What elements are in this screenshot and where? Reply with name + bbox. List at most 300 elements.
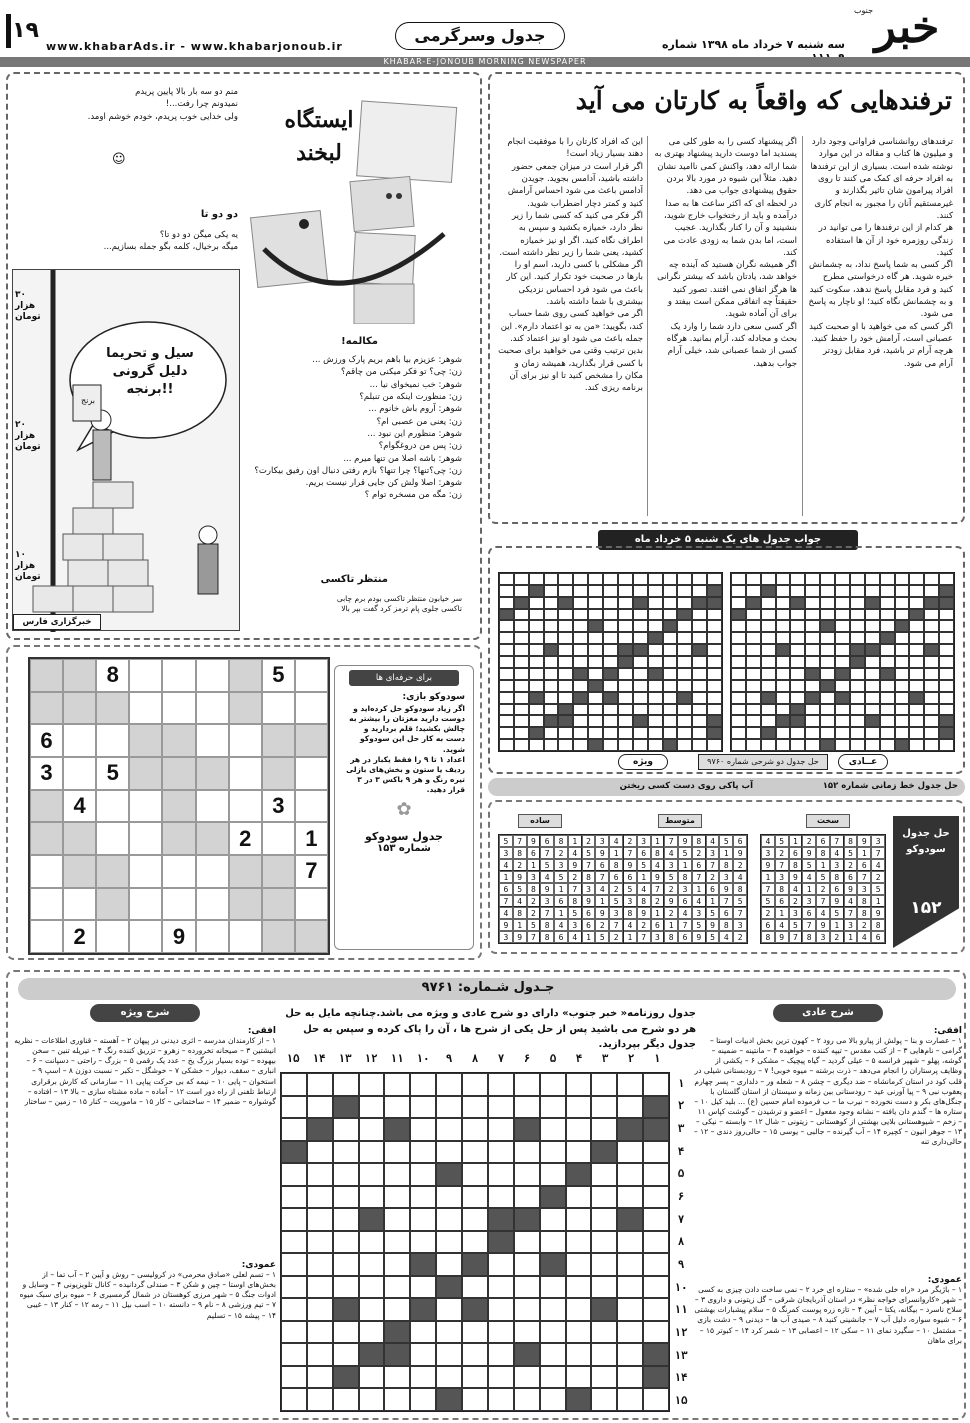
crossword-cell[interactable] — [281, 1321, 307, 1344]
sudoku-empty-cell[interactable] — [129, 724, 162, 757]
answer-cell[interactable] — [790, 680, 805, 692]
answer-cell[interactable] — [820, 632, 835, 644]
answer-cell[interactable] — [648, 597, 663, 609]
answer-cell[interactable] — [514, 609, 529, 621]
crossword-cell[interactable] — [436, 1118, 462, 1141]
answer-cell[interactable] — [939, 573, 954, 585]
sudoku-empty-cell[interactable] — [262, 855, 295, 888]
answer-cell[interactable] — [820, 692, 835, 704]
answer-cell[interactable] — [776, 704, 791, 716]
crossword-cell[interactable] — [462, 1073, 488, 1096]
answer-cell[interactable] — [633, 692, 648, 704]
crossword-cell[interactable] — [307, 1388, 333, 1411]
answer-cell[interactable] — [663, 656, 678, 668]
answer-cell[interactable] — [850, 585, 865, 597]
sudoku-empty-cell[interactable] — [96, 790, 129, 823]
answer-cell[interactable] — [633, 668, 648, 680]
answer-cell[interactable] — [603, 597, 618, 609]
sudoku-empty-cell[interactable] — [63, 822, 96, 855]
answer-cell[interactable] — [924, 727, 939, 739]
crossword-cell[interactable] — [488, 1298, 514, 1321]
crossword-cell[interactable] — [514, 1321, 540, 1344]
crossword-cell[interactable] — [281, 1366, 307, 1389]
crossword-cell[interactable] — [462, 1096, 488, 1119]
answer-cell[interactable] — [677, 620, 692, 632]
answer-cell[interactable] — [865, 656, 880, 668]
answer-cell[interactable] — [529, 620, 544, 632]
answer-cell[interactable] — [558, 680, 573, 692]
answer-cell[interactable] — [850, 620, 865, 632]
answer-cell[interactable] — [499, 680, 514, 692]
answer-cell[interactable] — [746, 727, 761, 739]
sudoku-empty-cell[interactable] — [295, 724, 328, 757]
answer-cell[interactable] — [529, 680, 544, 692]
crossword-cell[interactable] — [410, 1231, 436, 1254]
answer-cell[interactable] — [909, 573, 924, 585]
answer-cell[interactable] — [603, 727, 618, 739]
sudoku-empty-cell[interactable] — [30, 692, 63, 725]
answer-cell[interactable] — [820, 585, 835, 597]
sudoku-empty-cell[interactable] — [229, 724, 262, 757]
crossword-cell[interactable] — [566, 1321, 592, 1344]
answer-cell[interactable] — [588, 704, 603, 716]
answer-cell[interactable] — [514, 715, 529, 727]
crossword-cell[interactable] — [307, 1163, 333, 1186]
crossword-cell[interactable] — [540, 1343, 566, 1366]
crossword-cell[interactable] — [436, 1231, 462, 1254]
answer-cell[interactable] — [648, 585, 663, 597]
answer-cell[interactable] — [880, 585, 895, 597]
answer-cell[interactable] — [663, 585, 678, 597]
crossword-cell[interactable] — [436, 1343, 462, 1366]
answer-cell[interactable] — [790, 692, 805, 704]
crossword-cell[interactable] — [307, 1186, 333, 1209]
answer-cell[interactable] — [573, 609, 588, 621]
crossword-cell[interactable] — [566, 1366, 592, 1389]
answer-cell[interactable] — [663, 644, 678, 656]
answer-cell[interactable] — [880, 739, 895, 751]
answer-cell[interactable] — [514, 620, 529, 632]
answer-cell[interactable] — [529, 597, 544, 609]
crossword-cell[interactable] — [514, 1276, 540, 1299]
sudoku-empty-cell[interactable] — [162, 757, 195, 790]
answer-cell[interactable] — [499, 632, 514, 644]
answer-cell[interactable] — [731, 704, 746, 716]
answer-cell[interactable] — [761, 620, 776, 632]
answer-cell[interactable] — [588, 585, 603, 597]
crossword-cell[interactable] — [540, 1276, 566, 1299]
crossword-cell[interactable] — [281, 1253, 307, 1276]
answer-cell[interactable] — [514, 632, 529, 644]
answer-cell[interactable] — [865, 680, 880, 692]
answer-cell[interactable] — [648, 656, 663, 668]
answer-cell[interactable] — [880, 620, 895, 632]
crossword-cell[interactable] — [281, 1163, 307, 1186]
sudoku-empty-cell[interactable] — [63, 692, 96, 725]
answer-cell[interactable] — [776, 573, 791, 585]
crossword-cell[interactable] — [333, 1186, 359, 1209]
answer-cell[interactable] — [924, 585, 939, 597]
crossword-cell[interactable] — [410, 1186, 436, 1209]
crossword-cell[interactable] — [591, 1096, 617, 1119]
answer-cell[interactable] — [909, 632, 924, 644]
answer-cell[interactable] — [880, 656, 895, 668]
answer-cell[interactable] — [544, 632, 559, 644]
crossword-cell[interactable] — [488, 1366, 514, 1389]
crossword-cell[interactable] — [307, 1276, 333, 1299]
crossword-cell[interactable] — [462, 1186, 488, 1209]
answer-cell[interactable] — [648, 620, 663, 632]
crossword-cell[interactable] — [281, 1276, 307, 1299]
answer-cell[interactable] — [924, 668, 939, 680]
crossword-cell[interactable] — [410, 1343, 436, 1366]
crossword-cell[interactable] — [436, 1096, 462, 1119]
crossword-cell[interactable] — [384, 1366, 410, 1389]
answer-cell[interactable] — [835, 573, 850, 585]
answer-cell[interactable] — [618, 573, 633, 585]
answer-cell[interactable] — [895, 573, 910, 585]
answer-cell[interactable] — [663, 668, 678, 680]
answer-cell[interactable] — [558, 656, 573, 668]
answer-cell[interactable] — [731, 656, 746, 668]
sudoku-empty-cell[interactable] — [30, 888, 63, 921]
sudoku-empty-cell[interactable] — [229, 855, 262, 888]
crossword-cell[interactable] — [566, 1276, 592, 1299]
crossword-cell[interactable] — [281, 1073, 307, 1096]
crossword-cell[interactable] — [617, 1298, 643, 1321]
answer-cell[interactable] — [880, 715, 895, 727]
crossword-cell[interactable] — [591, 1388, 617, 1411]
answer-cell[interactable] — [776, 585, 791, 597]
crossword-cell[interactable] — [514, 1366, 540, 1389]
answer-cell[interactable] — [618, 620, 633, 632]
answer-cell[interactable] — [692, 620, 707, 632]
answer-cell[interactable] — [677, 739, 692, 751]
answer-cell[interactable] — [909, 644, 924, 656]
crossword-cell[interactable] — [643, 1298, 669, 1321]
answer-cell[interactable] — [544, 597, 559, 609]
crossword-cell[interactable] — [436, 1366, 462, 1389]
answer-cell[interactable] — [663, 715, 678, 727]
answer-cell[interactable] — [633, 656, 648, 668]
sudoku-empty-cell[interactable] — [196, 757, 229, 790]
answer-cell[interactable] — [880, 644, 895, 656]
sudoku-empty-cell[interactable] — [96, 888, 129, 921]
answer-cell[interactable] — [895, 597, 910, 609]
crossword-cell[interactable] — [281, 1343, 307, 1366]
answer-cell[interactable] — [850, 680, 865, 692]
answer-cell[interactable] — [499, 715, 514, 727]
answer-cell[interactable] — [588, 727, 603, 739]
answer-cell[interactable] — [820, 704, 835, 716]
answer-cell[interactable] — [663, 632, 678, 644]
sudoku-empty-cell[interactable] — [229, 692, 262, 725]
crossword-cell[interactable] — [462, 1118, 488, 1141]
sudoku-empty-cell[interactable] — [30, 659, 63, 692]
answer-cell[interactable] — [588, 715, 603, 727]
sudoku-empty-cell[interactable] — [96, 724, 129, 757]
answer-cell[interactable] — [633, 680, 648, 692]
answer-cell[interactable] — [776, 597, 791, 609]
answer-cell[interactable] — [776, 727, 791, 739]
answer-cell[interactable] — [790, 585, 805, 597]
answer-cell[interactable] — [603, 620, 618, 632]
answer-cell[interactable] — [731, 644, 746, 656]
answer-cell[interactable] — [588, 573, 603, 585]
crossword-cell[interactable] — [540, 1208, 566, 1231]
answer-cell[interactable] — [790, 644, 805, 656]
answer-cell[interactable] — [677, 632, 692, 644]
answer-cell[interactable] — [865, 668, 880, 680]
answer-cell[interactable] — [746, 680, 761, 692]
answer-cell[interactable] — [761, 656, 776, 668]
answer-cell[interactable] — [558, 727, 573, 739]
crossword-cell[interactable] — [514, 1096, 540, 1119]
crossword-cell[interactable] — [488, 1163, 514, 1186]
crossword-cell[interactable] — [384, 1163, 410, 1186]
crossword-cell[interactable] — [566, 1253, 592, 1276]
answer-cell[interactable] — [761, 668, 776, 680]
answer-cell[interactable] — [558, 692, 573, 704]
answer-cell[interactable] — [558, 573, 573, 585]
answer-cell[interactable] — [835, 585, 850, 597]
answer-cell[interactable] — [790, 573, 805, 585]
crossword-cell[interactable] — [591, 1253, 617, 1276]
answer-cell[interactable] — [573, 644, 588, 656]
answer-cell[interactable] — [573, 632, 588, 644]
answer-cell[interactable] — [939, 692, 954, 704]
crossword-cell[interactable] — [617, 1073, 643, 1096]
crossword-cell[interactable] — [591, 1208, 617, 1231]
answer-cell[interactable] — [909, 668, 924, 680]
answer-cell[interactable] — [499, 739, 514, 751]
answer-cell[interactable] — [835, 680, 850, 692]
answer-cell[interactable] — [707, 656, 722, 668]
answer-cell[interactable] — [603, 585, 618, 597]
answer-cell[interactable] — [746, 668, 761, 680]
answer-cell[interactable] — [663, 597, 678, 609]
answer-cell[interactable] — [731, 739, 746, 751]
crossword-cell[interactable] — [566, 1118, 592, 1141]
answer-cell[interactable] — [805, 632, 820, 644]
crossword-cell[interactable] — [359, 1253, 385, 1276]
sudoku-empty-cell[interactable] — [63, 855, 96, 888]
answer-cell[interactable] — [499, 644, 514, 656]
answer-cell[interactable] — [558, 739, 573, 751]
answer-cell[interactable] — [529, 656, 544, 668]
answer-cell[interactable] — [909, 597, 924, 609]
answer-cell[interactable] — [746, 704, 761, 716]
answer-cell[interactable] — [880, 597, 895, 609]
crossword-cell[interactable] — [566, 1298, 592, 1321]
crossword-cell[interactable] — [359, 1141, 385, 1164]
answer-cell[interactable] — [707, 609, 722, 621]
answer-cell[interactable] — [618, 585, 633, 597]
answer-cell[interactable] — [835, 597, 850, 609]
crossword-cell[interactable] — [410, 1276, 436, 1299]
crossword-cell[interactable] — [591, 1366, 617, 1389]
crossword-cell[interactable] — [591, 1321, 617, 1344]
answer-cell[interactable] — [924, 680, 939, 692]
sudoku-empty-cell[interactable] — [196, 855, 229, 888]
answer-cell[interactable] — [618, 668, 633, 680]
answer-cell[interactable] — [909, 656, 924, 668]
crossword-cell[interactable] — [617, 1141, 643, 1164]
answer-cell[interactable] — [835, 704, 850, 716]
crossword-cell[interactable] — [617, 1253, 643, 1276]
crossword-cell[interactable] — [333, 1231, 359, 1254]
sudoku-empty-cell[interactable] — [129, 692, 162, 725]
answer-cell[interactable] — [633, 727, 648, 739]
answer-cell[interactable] — [618, 704, 633, 716]
sudoku-empty-cell[interactable] — [129, 757, 162, 790]
answer-cell[interactable] — [939, 644, 954, 656]
answer-cell[interactable] — [618, 727, 633, 739]
answer-cell[interactable] — [648, 692, 663, 704]
answer-cell[interactable] — [692, 727, 707, 739]
crossword-cell[interactable] — [566, 1231, 592, 1254]
crossword-cell[interactable] — [333, 1321, 359, 1344]
crossword-cell[interactable] — [436, 1186, 462, 1209]
answer-cell[interactable] — [776, 680, 791, 692]
answer-cell[interactable] — [707, 632, 722, 644]
answer-cell[interactable] — [603, 656, 618, 668]
sudoku-empty-cell[interactable] — [30, 822, 63, 855]
answer-cell[interactable] — [731, 680, 746, 692]
answer-cell[interactable] — [880, 609, 895, 621]
crossword-cell[interactable] — [488, 1096, 514, 1119]
crossword-cell[interactable] — [540, 1366, 566, 1389]
crossword-cell[interactable] — [617, 1163, 643, 1186]
answer-cell[interactable] — [677, 668, 692, 680]
answer-cell[interactable] — [746, 632, 761, 644]
sudoku-empty-cell[interactable] — [262, 757, 295, 790]
answer-cell[interactable] — [603, 704, 618, 716]
answer-cell[interactable] — [692, 609, 707, 621]
answer-cell[interactable] — [514, 739, 529, 751]
answer-cell[interactable] — [618, 715, 633, 727]
crossword-cell[interactable] — [307, 1298, 333, 1321]
answer-cell[interactable] — [544, 585, 559, 597]
crossword-cell[interactable] — [617, 1231, 643, 1254]
answer-cell[interactable] — [805, 573, 820, 585]
answer-cell[interactable] — [499, 704, 514, 716]
crossword-cell[interactable] — [359, 1321, 385, 1344]
answer-cell[interactable] — [790, 656, 805, 668]
crossword-cell[interactable] — [591, 1163, 617, 1186]
crossword-cell[interactable] — [540, 1321, 566, 1344]
answer-cell[interactable] — [692, 656, 707, 668]
crossword-cell[interactable] — [333, 1163, 359, 1186]
crossword-cell[interactable] — [591, 1231, 617, 1254]
answer-cell[interactable] — [573, 597, 588, 609]
answer-cell[interactable] — [835, 715, 850, 727]
answer-cell[interactable] — [939, 632, 954, 644]
answer-cell[interactable] — [618, 739, 633, 751]
sudoku-empty-cell[interactable] — [162, 790, 195, 823]
crossword-cell[interactable] — [359, 1118, 385, 1141]
sudoku-empty-cell[interactable] — [295, 757, 328, 790]
crossword-cell[interactable] — [384, 1096, 410, 1119]
answer-cell[interactable] — [663, 692, 678, 704]
answer-cell[interactable] — [573, 715, 588, 727]
answer-cell[interactable] — [805, 585, 820, 597]
sudoku-empty-cell[interactable] — [63, 888, 96, 921]
answer-cell[interactable] — [514, 644, 529, 656]
answer-cell[interactable] — [790, 668, 805, 680]
answer-cell[interactable] — [633, 585, 648, 597]
crossword-cell[interactable] — [488, 1118, 514, 1141]
crossword-cell[interactable] — [384, 1141, 410, 1164]
crossword-cell[interactable] — [566, 1073, 592, 1096]
crossword-cell[interactable] — [384, 1208, 410, 1231]
answer-cell[interactable] — [558, 609, 573, 621]
answer-cell[interactable] — [761, 680, 776, 692]
answer-cell[interactable] — [880, 680, 895, 692]
answer-cell[interactable] — [692, 585, 707, 597]
answer-cell[interactable] — [707, 644, 722, 656]
answer-cell[interactable] — [529, 739, 544, 751]
answer-cell[interactable] — [544, 692, 559, 704]
answer-cell[interactable] — [514, 727, 529, 739]
answer-cell[interactable] — [746, 609, 761, 621]
sudoku-empty-cell[interactable] — [63, 757, 96, 790]
sudoku-empty-cell[interactable] — [196, 822, 229, 855]
answer-cell[interactable] — [790, 727, 805, 739]
answer-cell[interactable] — [835, 632, 850, 644]
answer-cell[interactable] — [820, 573, 835, 585]
crossword-cell[interactable] — [488, 1321, 514, 1344]
answer-cell[interactable] — [761, 739, 776, 751]
answer-cell[interactable] — [731, 585, 746, 597]
crossword-cell[interactable] — [307, 1253, 333, 1276]
answer-cell[interactable] — [499, 727, 514, 739]
answer-cell[interactable] — [895, 585, 910, 597]
answer-cell[interactable] — [648, 609, 663, 621]
answer-cell[interactable] — [677, 680, 692, 692]
crossword-cell[interactable] — [514, 1298, 540, 1321]
answer-cell[interactable] — [529, 609, 544, 621]
answer-cell[interactable] — [707, 668, 722, 680]
answer-cell[interactable] — [939, 680, 954, 692]
crossword-cell[interactable] — [643, 1276, 669, 1299]
crossword-cell[interactable] — [617, 1343, 643, 1366]
crossword-cell[interactable] — [333, 1253, 359, 1276]
answer-cell[interactable] — [746, 585, 761, 597]
answer-cell[interactable] — [618, 680, 633, 692]
sudoku-empty-cell[interactable] — [196, 790, 229, 823]
crossword-cell[interactable] — [307, 1366, 333, 1389]
answer-cell[interactable] — [820, 597, 835, 609]
answer-cell[interactable] — [588, 668, 603, 680]
answer-cell[interactable] — [850, 704, 865, 716]
crossword-cell[interactable] — [462, 1366, 488, 1389]
answer-cell[interactable] — [895, 704, 910, 716]
answer-cell[interactable] — [692, 573, 707, 585]
answer-cell[interactable] — [835, 727, 850, 739]
answer-cell[interactable] — [731, 692, 746, 704]
crossword-cell[interactable] — [307, 1343, 333, 1366]
answer-cell[interactable] — [648, 715, 663, 727]
answer-cell[interactable] — [514, 668, 529, 680]
answer-cell[interactable] — [850, 727, 865, 739]
answer-cell[interactable] — [820, 727, 835, 739]
answer-cell[interactable] — [707, 573, 722, 585]
answer-cell[interactable] — [761, 597, 776, 609]
crossword-cell[interactable] — [514, 1141, 540, 1164]
answer-cell[interactable] — [663, 573, 678, 585]
crossword-cell[interactable] — [281, 1208, 307, 1231]
